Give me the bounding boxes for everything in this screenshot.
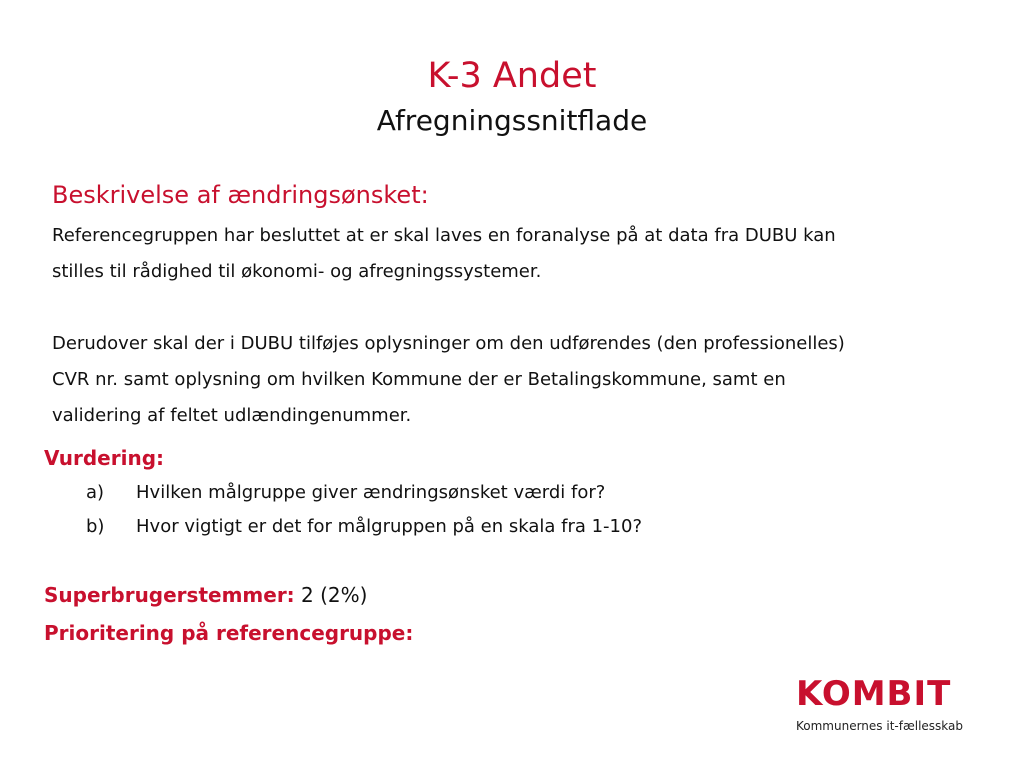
votes-label: Superbrugerstemmer: [44, 583, 295, 607]
kombit-logo [790, 672, 980, 742]
kombit-logo-tagline: Kommunernes it-fællesskab [796, 719, 964, 733]
question-letter: b) [86, 516, 105, 537]
description-body [52, 218, 972, 434]
description-line: stilles til rådighed til økonomi- og afregningssystemer. [52, 261, 542, 282]
description-line: Referencegruppen har besluttet at er skal laves en foranalyse på at data fra DUBU kan [52, 225, 836, 246]
kombit-logo-wordmark: KOMBIT [796, 674, 952, 714]
question-item [86, 510, 642, 544]
question-text: Hvilken målgruppe giver ændringsønsket værdi for? [136, 482, 606, 503]
paragraph-gap [52, 290, 972, 326]
assessment-questions [86, 476, 642, 544]
assessment-heading: Vurdering: [44, 446, 165, 470]
question-item [86, 476, 642, 510]
description-line: validering af feltet udlændingenummer. [52, 405, 412, 426]
description-heading: Beskrivelse af ændringsønsket: [52, 181, 429, 209]
priority-heading: Prioritering på referencegruppe: [44, 621, 414, 645]
description-line: Derudover skal der i DUBU tilføjes oplysninger om den udførendes (den professionelles) [52, 333, 845, 354]
slide-title: K-3 Andet [427, 56, 597, 96]
slide-subtitle: Afregningssnitflade [376, 104, 648, 137]
question-text: Hvor vigtigt er det for målgruppen på en skala fra 1-10? [136, 516, 643, 537]
description-line: CVR nr. samt oplysning om hvilken Kommune der er Betalingskommune, samt en [52, 369, 786, 390]
superuser-votes [44, 580, 367, 610]
question-letter: a) [86, 482, 105, 503]
votes-value: 2 (2%) [301, 583, 368, 607]
